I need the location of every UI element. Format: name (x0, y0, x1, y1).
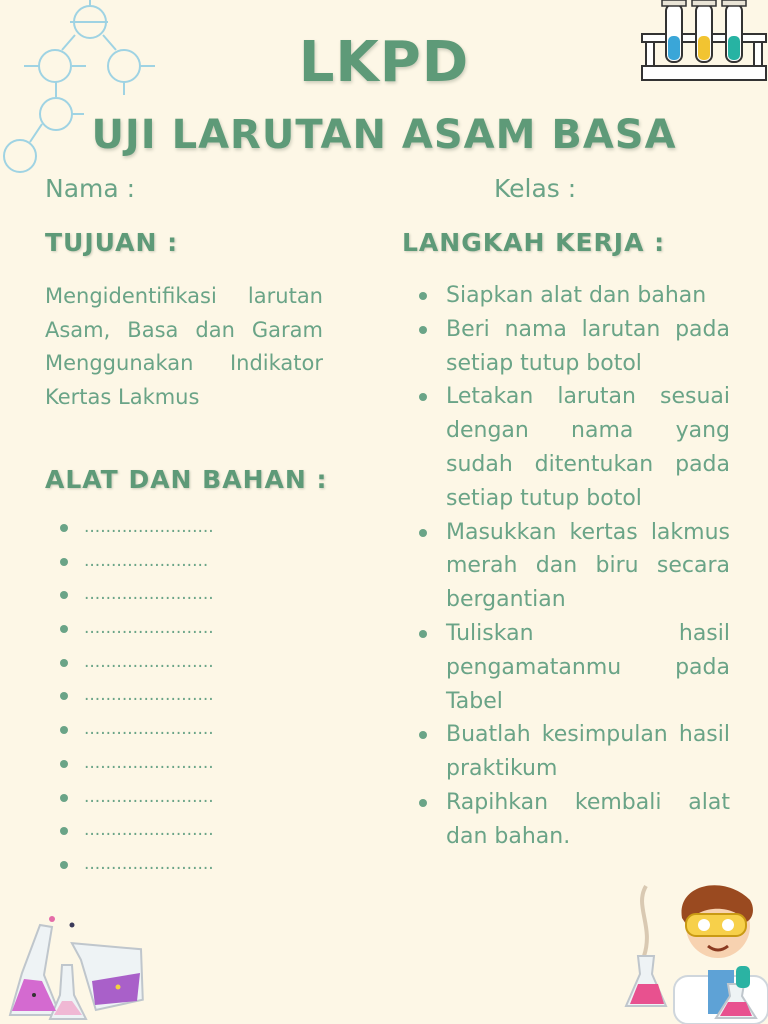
page-title: LKPD (298, 30, 470, 95)
scientist-illustration (624, 866, 768, 1024)
langkah-list (417, 279, 730, 854)
nama-field-label: Nama : (45, 174, 136, 203)
langkah-step: Beri nama larutan pada setiap tutup botol (417, 313, 730, 381)
alat-item: ........................ (60, 646, 300, 680)
tujuan-text: Mengidentifikasi larutan Asam, Basa dan Garam Menggunakan Indikator Kertas Lakmus (45, 284, 323, 409)
alat-item: ........................ (60, 848, 300, 882)
flasks-icon (0, 915, 160, 1024)
alat-item: ........................ (60, 781, 300, 815)
alat-heading: ALAT DAN BAHAN : (45, 465, 328, 494)
alat-item: ........................ (60, 814, 300, 848)
langkah-step: Buatlah kesimpulan hasil praktikum (417, 718, 730, 786)
langkah-step: Rapihkan kembali alat dan bahan. (417, 786, 730, 854)
langkah-step: Letakan larutan sesuai dengan nama yang sudah ditentukan pada setiap tutup botol (417, 380, 730, 515)
alat-item: ........................ (60, 612, 300, 646)
page-subtitle: UJI LARUTAN ASAM BASA (91, 112, 677, 158)
tujuan-heading: TUJUAN : (45, 228, 179, 257)
langkah-heading: LANGKAH KERJA : (402, 228, 666, 257)
alat-item: ........................ (60, 679, 300, 713)
alat-item: ........................ (60, 578, 300, 612)
alat-item: ........................ (60, 511, 300, 545)
molecule-icon (0, 0, 170, 190)
alat-item: ........................ (60, 713, 300, 747)
langkah-step: Siapkan alat dan bahan (417, 279, 730, 313)
alat-item: ....................... (60, 545, 300, 579)
langkah-step: Masukkan kertas lakmus merah dan biru secara bergantian (417, 516, 730, 617)
alat-item: ........................ (60, 747, 300, 781)
alat-list (60, 511, 300, 882)
langkah-step: Tuliskan hasil pengamatanmu pada Tabel (417, 617, 730, 718)
kelas-field-label: Kelas : (494, 174, 577, 203)
